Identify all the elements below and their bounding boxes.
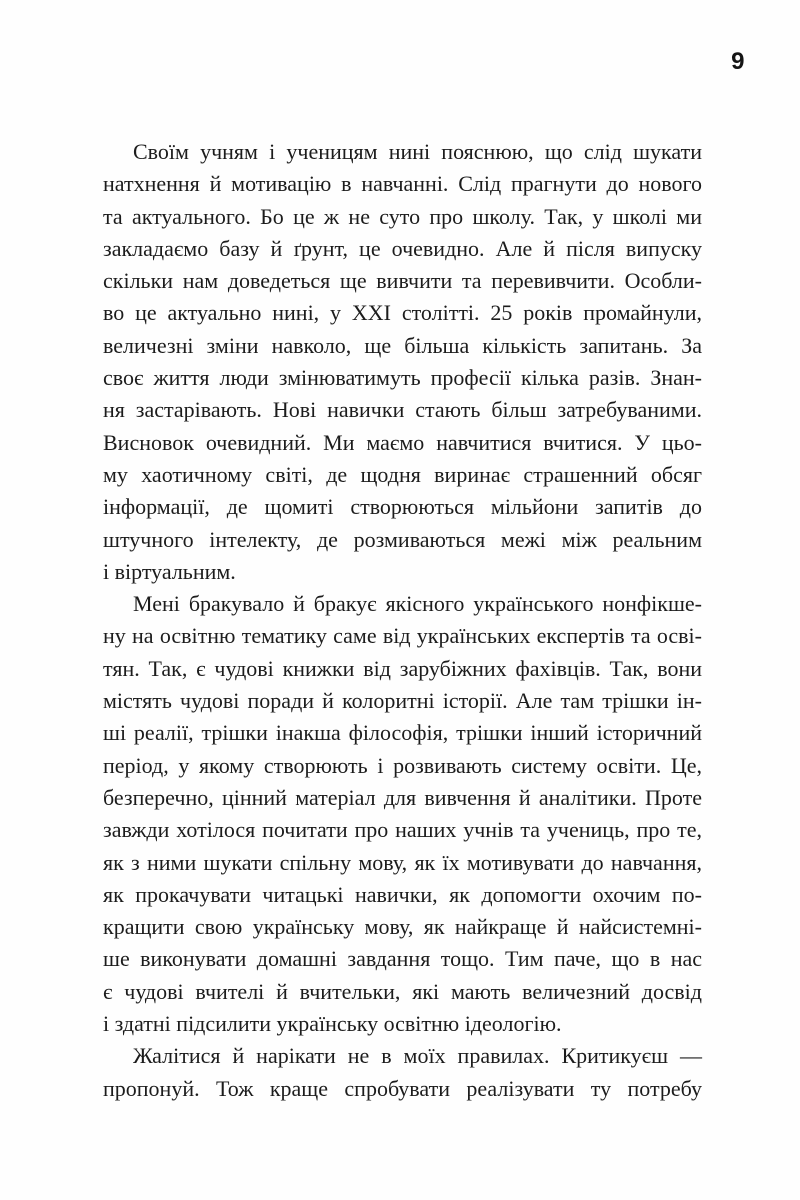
text-line: ня застарівають. Нові навички стають більш затребуваними. [103, 397, 702, 423]
text-line: величезні зміни навколо, ще більша кількість запитань. За [103, 332, 702, 358]
text-line: штучного інтелекту, де розмиваються межі між реальним [103, 526, 702, 552]
text-line: період, у якому створюють і розвивають систему освіти. Це, [103, 752, 702, 778]
text-line: містять чудові поради й колоритні історії. Але там трішки ін- [103, 688, 702, 714]
text-line: Мені бракувало й бракує якісного українського нонфікше- [133, 591, 702, 617]
text-line: і здатні підсилити українську освітню ідеологію. [103, 1011, 562, 1037]
text-line: Жалітися й нарікати не в моїх правилах. Критикуєш — [133, 1043, 702, 1069]
text-line: скільки нам доведеться ще вивчити та перевивчити. Особли- [103, 268, 702, 294]
text-line: та актуального. Бо це ж не суто про школу. Так, у школі ми [103, 203, 702, 229]
text-line: Висновок очевидний. Ми маємо навчитися вчитися. У цьо- [103, 429, 702, 455]
text-line: натхнення й мотивацію в навчанні. Слід прагнути до нового [103, 171, 702, 197]
paragraph [103, 588, 702, 1040]
text-line: і віртуальним. [103, 558, 236, 584]
text-line: Своїм учням і ученицям нині пояснюю, що слід шукати [133, 139, 702, 164]
text-line: во це актуально нині, у XXI столітті. 25 років промайнули, [103, 300, 702, 326]
text-line: завжди хотілося почитати про наших учнів та учениць, про те, [103, 817, 702, 843]
text-line: ші реалії, трішки інакша філософія, трішки інший історичний [103, 720, 702, 746]
text-line: інформації, де щомиті створюються мільйони запитів до [103, 494, 702, 520]
text-line: є чудові вчителі й вчительки, які мають величезний досвід [103, 978, 702, 1004]
text-line: ше виконувати домашні завдання тощо. Тим паче, що в нас [103, 946, 702, 972]
text-line: му хаотичному світі, де щодня виринає страшенний обсяг [103, 461, 702, 487]
text-line: ну на освітню тематику саме від українських експертів та осві- [103, 623, 702, 649]
text-line: як прокачувати читацькі навички, як допомогти охочим по- [103, 881, 702, 907]
text-line: закладаємо базу й ґрунт, це очевидно. Але й після випуску [103, 235, 702, 261]
text-line: кращити свою українську мову, як найкраще й найсистемні- [103, 914, 702, 940]
paragraph [103, 1040, 702, 1105]
paragraph [103, 136, 702, 588]
text-line: тян. Так, є чудові книжки від зарубіжних фахівців. Так, вони [103, 655, 702, 681]
text-line: пропонуй. Тож краще спробувати реалізувати ту потребу [103, 1075, 702, 1101]
text-line: своє життя люди змінюватимуть професії кілька разів. Знан- [103, 365, 702, 391]
page-number: 9 [731, 48, 745, 75]
text-line: безперечно, цінний матеріал для вивчення й аналітики. Проте [103, 784, 702, 810]
text-line: як з ними шукати спільну мову, як їх мотивувати до навчання, [103, 849, 702, 875]
body-text-block [103, 136, 702, 1105]
